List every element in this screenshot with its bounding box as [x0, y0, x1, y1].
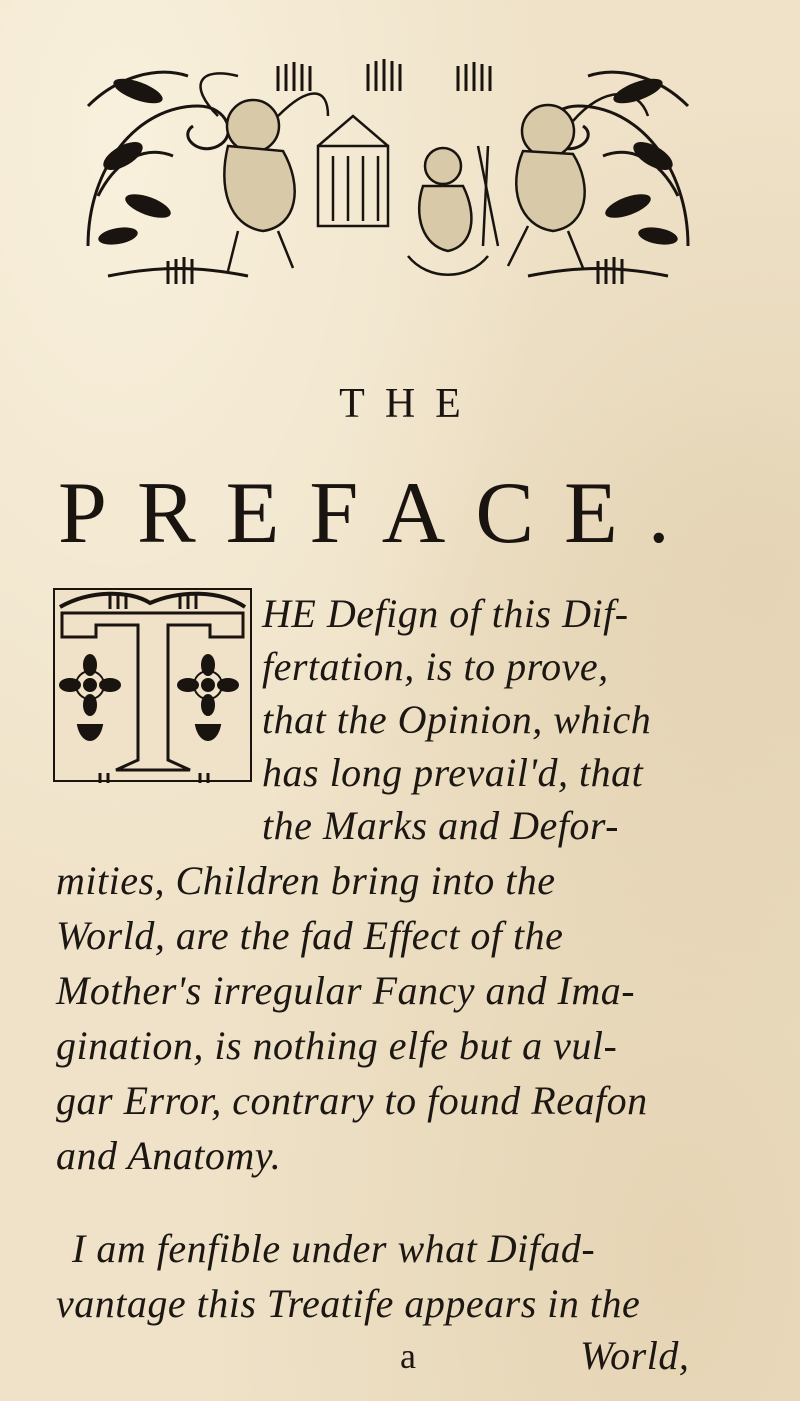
text-line: Mother's irregular Fancy and Ima- — [56, 968, 636, 1013]
text-line: mities, Children bring into the — [56, 858, 556, 903]
catchword: World, — [580, 1333, 690, 1378]
text-line: and Anatomy. — [56, 1133, 282, 1178]
text-line: the Marks and Defor- — [262, 803, 619, 848]
text-line: gination, is nothing elfe but a vul- — [56, 1023, 618, 1068]
woodcut-headpiece-icon — [78, 46, 698, 286]
text-line: that the Opinion, which — [262, 697, 652, 742]
heading-preface: PREFACE. — [58, 465, 700, 562]
text-line: vantage this Treatife appears in the — [56, 1281, 641, 1326]
text-line: World, are the fad Effect of the — [56, 913, 564, 958]
text-line: has long prevail'd, that — [262, 750, 644, 795]
text-line: gar Error, contrary to found Reafon — [56, 1078, 648, 1123]
text-line: fertation, is to prove, — [262, 644, 609, 689]
heading-the: THE — [339, 381, 481, 427]
signature-mark: a — [400, 1336, 417, 1376]
decorated-initial-t-icon — [50, 585, 255, 785]
text-line: I am fenfible under what Difad- — [72, 1226, 596, 1271]
text-line: HE Defign of this Dif- — [262, 591, 629, 636]
